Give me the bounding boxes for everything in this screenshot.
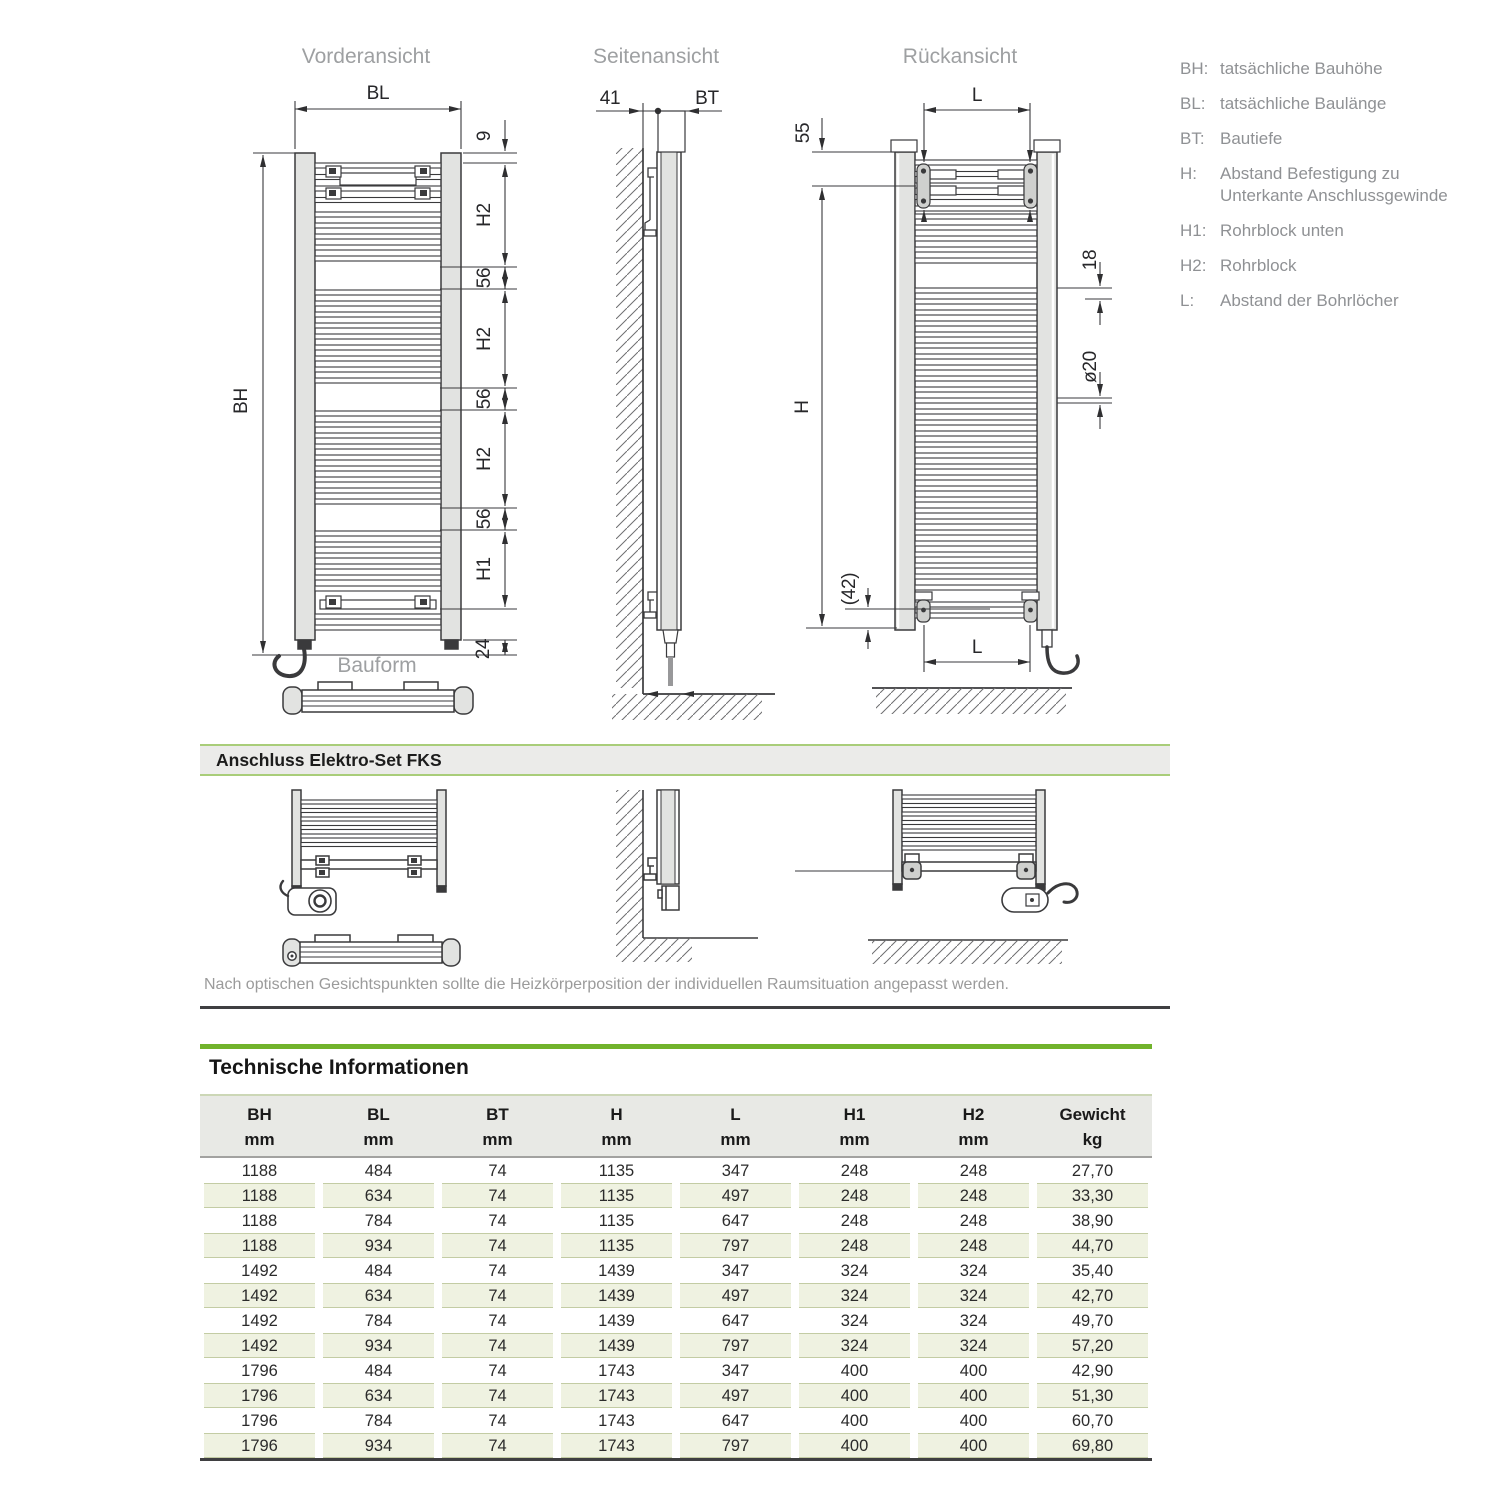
table-cell: 497 [680, 1283, 791, 1308]
radiator-rung [315, 586, 441, 591]
radiator-rung [315, 444, 441, 449]
table-row [200, 1158, 1152, 1183]
table-cell: 74 [442, 1433, 553, 1458]
table-cell: 1135 [561, 1233, 672, 1258]
table-cell: 400 [959, 1362, 988, 1380]
table-cell: 324 [918, 1283, 1029, 1308]
table-cell: 497 [680, 1183, 791, 1208]
legend-text: Abstand der Bohrlöcher [1220, 291, 1399, 310]
radiator-rung [315, 312, 441, 317]
table-cell: 484 [364, 1262, 393, 1280]
table-header-cell: BL mm [363, 1105, 394, 1149]
radiator-rung [915, 585, 1037, 590]
back-cable-hook [1047, 647, 1078, 673]
dim-24: 24 [473, 638, 494, 660]
table-row [200, 1358, 1152, 1383]
table-row [200, 1283, 1152, 1308]
table-cell: 248 [799, 1183, 910, 1208]
radiator-rung [915, 247, 1037, 252]
radiator-rung [915, 310, 1037, 315]
back-ground-hatch [876, 688, 1066, 714]
radiator-rung [915, 574, 1037, 579]
radiator-rung [915, 214, 1037, 219]
radiator-rung [315, 223, 441, 228]
fks-control-unit [281, 881, 336, 915]
table-cell: 400 [918, 1433, 1029, 1458]
dim-bt: BT [695, 88, 719, 109]
radiator-rung [315, 301, 441, 306]
radiator-rung [315, 499, 441, 504]
table-cell: 647 [721, 1312, 750, 1330]
front-view-title: Vorderansicht [301, 45, 431, 68]
dim-h2-b: H2 [474, 327, 495, 351]
radiator-rung [915, 442, 1037, 447]
radiator-rung [315, 290, 441, 295]
dim-h: H [792, 400, 813, 414]
table-cell: 934 [323, 1433, 434, 1458]
table-cell: 42,70 [1037, 1283, 1148, 1308]
bauform-label: Bauform [337, 654, 417, 677]
dim-56-b: 56 [474, 388, 495, 410]
table-cell: 1796 [241, 1412, 278, 1430]
table-cell: 74 [488, 1312, 507, 1330]
side-floor-hatch [612, 694, 762, 720]
radiator-rung [915, 236, 1037, 241]
table-cell: 60,70 [1071, 1412, 1114, 1430]
radiator-rung [315, 356, 441, 361]
table-cell: 400 [959, 1412, 988, 1430]
table-cell: 797 [680, 1433, 791, 1458]
table-cell: 1135 [598, 1212, 635, 1230]
radiator-rung [915, 160, 1037, 165]
dim-bh: BH [231, 388, 252, 414]
table-cell: 784 [364, 1212, 393, 1230]
back-left-cap [891, 140, 917, 152]
table-cell: 248 [840, 1212, 869, 1230]
radiator-rung [902, 795, 1036, 799]
table-row [200, 1233, 1152, 1258]
dim-56-c: 56 [474, 508, 495, 530]
dim-18: 18 [1080, 249, 1101, 271]
side-view-title: Seitenansicht [592, 45, 720, 68]
side-view-drawing [596, 103, 775, 720]
legend-item [1180, 163, 1480, 207]
table-cell: 51,30 [1037, 1383, 1148, 1408]
table-cell: 74 [488, 1212, 507, 1230]
table-header-cell: Gewicht kg [1059, 1105, 1126, 1149]
table-cell: 324 [840, 1312, 869, 1330]
radiator-rung [915, 602, 1037, 607]
table-cell: 1743 [561, 1383, 672, 1408]
radiator-rung [315, 625, 441, 630]
table-cell: 400 [918, 1383, 1029, 1408]
table-row [200, 1433, 1152, 1458]
table-cell: 484 [364, 1362, 393, 1380]
table-row [200, 1258, 1152, 1283]
radiator-rung [915, 409, 1037, 414]
table-cell: 27,70 [1071, 1162, 1114, 1180]
table-cell: 324 [799, 1283, 910, 1308]
radiator-rung [915, 475, 1037, 480]
dim-55: 55 [793, 122, 814, 144]
legend-key: BL: [1180, 94, 1206, 113]
table-row [200, 1183, 1152, 1208]
dim-41: 41 [599, 88, 621, 109]
side-bracket-top [644, 168, 657, 236]
radiator-rung [915, 519, 1037, 524]
radiator-rung [902, 838, 1036, 842]
table-row [200, 1308, 1152, 1333]
table-cell: 248 [840, 1162, 869, 1180]
table-cell: 49,70 [1071, 1312, 1114, 1330]
dim-l-bottom: L [971, 637, 983, 658]
radiator-rung [915, 552, 1037, 557]
dim-l-top: L [971, 85, 983, 106]
radiator-rung [315, 234, 441, 239]
table-cell: 324 [840, 1262, 869, 1280]
radiator-rung [315, 488, 441, 493]
radiator-rung [315, 334, 441, 339]
table-cell: 1796 [204, 1383, 315, 1408]
legend-key: H1: [1180, 221, 1207, 240]
table-cell: 400 [799, 1433, 910, 1458]
radiator-rung [301, 826, 437, 830]
legend-key: BH: [1180, 59, 1209, 78]
table-cell: 1439 [561, 1333, 672, 1358]
legend-text: Bautiefe [1220, 129, 1283, 148]
table-cell: 248 [799, 1233, 910, 1258]
radiator-rung [915, 420, 1037, 425]
radiator-rung [315, 564, 441, 569]
dim-56-a: 56 [474, 267, 495, 289]
legend-text: Rohrblock [1220, 256, 1297, 275]
fks-front-drawing [281, 790, 460, 966]
table-cell: 35,40 [1071, 1262, 1114, 1280]
radiator-rung [315, 212, 441, 217]
table-cell: 347 [721, 1262, 750, 1280]
radiator-rung [915, 497, 1037, 502]
table-header-cell: H2 mm [958, 1105, 989, 1149]
radiator-rung [902, 846, 1036, 850]
legend-key: L: [1180, 291, 1195, 310]
table-cell: 1492 [204, 1283, 315, 1308]
table-cell: 74 [488, 1262, 507, 1280]
table-cell: 647 [721, 1212, 750, 1230]
radiator-rung [315, 323, 441, 328]
radiator-rung [915, 206, 1037, 211]
side-wall-hatch [616, 148, 643, 688]
radiator-rung [915, 431, 1037, 436]
radiator-rung [915, 486, 1037, 491]
table-row [200, 1383, 1152, 1408]
radiator-rung [315, 542, 441, 547]
table-body [200, 1158, 1152, 1458]
table-cell: 1743 [598, 1412, 635, 1430]
table-header-cell: H mm [601, 1105, 632, 1149]
radiator-rung [915, 376, 1037, 381]
table-cell: 44,70 [1037, 1233, 1148, 1258]
table-bottom-line [200, 1458, 1152, 1461]
fks-back-unit [1002, 884, 1077, 912]
table-cell: 33,30 [1037, 1183, 1148, 1208]
radiator-rung [315, 455, 441, 460]
radiator-rung [301, 809, 437, 813]
fks-front-profile [283, 935, 460, 966]
table-cell: 248 [959, 1162, 988, 1180]
table-cell: 42,90 [1071, 1362, 1114, 1380]
table-cell: 57,20 [1037, 1333, 1148, 1358]
table-cell: 634 [323, 1183, 434, 1208]
table-header-cell: BH mm [244, 1105, 275, 1149]
side-top-box [658, 111, 685, 152]
technical-table [200, 1094, 1152, 1461]
table-cell: 1796 [241, 1362, 278, 1380]
radiator-rung [315, 466, 441, 471]
front-right-tube [441, 153, 461, 640]
fks-side-drawing [616, 790, 758, 962]
fks-section-header [200, 744, 1170, 776]
radiator-rung [902, 821, 1036, 825]
table-cell: 1188 [241, 1162, 278, 1180]
table-cell: 1796 [204, 1433, 315, 1458]
table-cell: 400 [799, 1383, 910, 1408]
dimension-legend [1180, 58, 1480, 312]
table-header-cell: L mm [720, 1105, 751, 1149]
table-cell: 74 [442, 1333, 553, 1358]
radiator-rung [915, 387, 1037, 392]
table-cell: 634 [323, 1283, 434, 1308]
table-cell: 248 [918, 1233, 1029, 1258]
table-cell: 1743 [561, 1433, 672, 1458]
radiator-rung [915, 541, 1037, 546]
radiator-rung [315, 411, 441, 416]
dim-9: 9 [474, 130, 495, 142]
table-cell: 69,80 [1037, 1433, 1148, 1458]
table-header-row [200, 1094, 1152, 1158]
table-cell: 1492 [241, 1312, 278, 1330]
legend-text: Rohrblock unten [1220, 221, 1344, 240]
radiator-rung [902, 804, 1036, 808]
radiator-rung [315, 553, 441, 558]
table-cell: 248 [959, 1212, 988, 1230]
radiator-rung [315, 433, 441, 438]
radiator-rung [315, 477, 441, 482]
table-cell: 1439 [598, 1262, 635, 1280]
dim-42: (42) [839, 572, 860, 606]
radiator-rung [915, 530, 1037, 535]
radiator-rung [915, 258, 1037, 263]
radiator-rung [301, 800, 437, 804]
table-cell: 74 [442, 1233, 553, 1258]
legend-key: BT: [1180, 129, 1205, 148]
table-header-cell: BT mm [482, 1105, 513, 1149]
radiator-rung [915, 225, 1037, 230]
legend-text: tatsächliche Baulänge [1220, 94, 1387, 113]
divider-line [200, 1006, 1170, 1009]
back-view-title: Rückansicht [902, 45, 1018, 68]
radiator-rung [902, 812, 1036, 816]
front-top-bracket [326, 166, 430, 199]
radiator-rung [301, 834, 437, 838]
radiator-rung [915, 343, 1037, 348]
front-cable-hook [274, 649, 304, 676]
table-row [200, 1208, 1152, 1233]
radiator-rung [315, 256, 441, 261]
table-cell: 1439 [598, 1312, 635, 1330]
legend-key: H2: [1180, 256, 1207, 275]
radiator-rung [902, 829, 1036, 833]
table-cell: 74 [488, 1362, 507, 1380]
table-cell: 74 [488, 1412, 507, 1430]
table-cell: 647 [721, 1412, 750, 1430]
table-cell: 74 [442, 1283, 553, 1308]
radiator-rung [301, 817, 437, 821]
table-row [200, 1333, 1152, 1358]
table-cell: 934 [323, 1333, 434, 1358]
legend-key: H: [1180, 164, 1197, 183]
radiator-rung [915, 563, 1037, 568]
table-cell: 484 [364, 1162, 393, 1180]
table-cell: 497 [680, 1383, 791, 1408]
back-plug [1042, 630, 1052, 647]
legend-item [1180, 290, 1480, 312]
dim-h2-a: H2 [474, 203, 495, 227]
back-right-cap [1034, 140, 1060, 152]
table-cell: 797 [680, 1233, 791, 1258]
legend-item [1180, 93, 1480, 115]
table-cell: 1188 [204, 1183, 315, 1208]
radiator-rung [315, 531, 441, 536]
radiator-rung [315, 575, 441, 580]
table-cell: 324 [959, 1312, 988, 1330]
dim-h1: H1 [474, 557, 495, 581]
table-cell: 74 [488, 1162, 507, 1180]
table-cell: 1743 [598, 1362, 635, 1380]
side-bracket-bottom [644, 592, 657, 618]
radiator-rung [315, 614, 441, 619]
table-cell: 634 [323, 1383, 434, 1408]
legend-item [1180, 255, 1480, 277]
table-cell: 1135 [598, 1162, 635, 1180]
legend-text: tatsächliche Bauhöhe [1220, 59, 1383, 78]
side-heating-element [663, 630, 678, 686]
positioning-note: Nach optischen Gesichtspunkten sollte die Heizkörperposition der individuellen Raumsituation angepasst werden. [204, 976, 1009, 993]
table-cell: 797 [680, 1333, 791, 1358]
table-cell: 1188 [241, 1212, 278, 1230]
legend-item [1180, 220, 1480, 242]
table-cell: 248 [918, 1183, 1029, 1208]
table-header-cell: H1 mm [839, 1105, 870, 1149]
table-cell: 1492 [204, 1333, 315, 1358]
radiator-rung [315, 422, 441, 427]
radiator-rung [915, 299, 1037, 304]
table-cell: 400 [840, 1362, 869, 1380]
radiator-rung [915, 288, 1037, 293]
radiator-rung [915, 508, 1037, 513]
table-cell: 74 [442, 1183, 553, 1208]
radiator-rung [915, 398, 1037, 403]
dim-bl: BL [366, 83, 390, 104]
table-row [200, 1408, 1152, 1433]
front-right-foot [445, 640, 458, 649]
front-left-tube [295, 153, 315, 640]
table-cell: 347 [721, 1362, 750, 1380]
table-cell: 1135 [561, 1183, 672, 1208]
table-cell: 784 [364, 1312, 393, 1330]
radiator-rung [915, 453, 1037, 458]
fks-section-title: Anschluss Elektro-Set FKS [216, 749, 442, 770]
fks-back-drawing [795, 790, 1077, 964]
radiator-rung [915, 365, 1037, 370]
radiator-rung [315, 245, 441, 250]
legend-item [1180, 58, 1480, 80]
dim-h2-c: H2 [474, 447, 495, 471]
table-cell: 1439 [561, 1283, 672, 1308]
back-view-drawing [806, 103, 1112, 714]
radiator-rung [915, 332, 1037, 337]
radiator-rung [915, 321, 1037, 326]
table-cell: 784 [364, 1412, 393, 1430]
radiator-rung [915, 613, 1037, 618]
radiator-rung [315, 345, 441, 350]
table-cell: 74 [442, 1383, 553, 1408]
legend-item [1180, 128, 1480, 150]
legend-text: Abstand Befestigung zu Unterkante Anschlussgewinde [1220, 164, 1448, 205]
front-bottom-bracket [320, 596, 436, 609]
table-cell: 324 [959, 1262, 988, 1280]
bauform-profile [283, 682, 473, 714]
dim-d20: ø20 [1080, 351, 1101, 383]
table-title: Technische Informationen [209, 1056, 469, 1079]
radiator-rung [301, 843, 437, 847]
table-cell: 347 [721, 1162, 750, 1180]
green-accent-bar [200, 1044, 1152, 1049]
radiator-rung [915, 354, 1037, 359]
table-cell: 1492 [241, 1262, 278, 1280]
table-cell: 400 [840, 1412, 869, 1430]
table-cell: 324 [918, 1333, 1029, 1358]
radiator-rung [315, 367, 441, 372]
radiator-rung [915, 464, 1037, 469]
table-cell: 38,90 [1071, 1212, 1114, 1230]
table-cell: 324 [799, 1333, 910, 1358]
table-cell: 1188 [204, 1233, 315, 1258]
table-cell: 934 [323, 1233, 434, 1258]
radiator-rung [315, 378, 441, 383]
